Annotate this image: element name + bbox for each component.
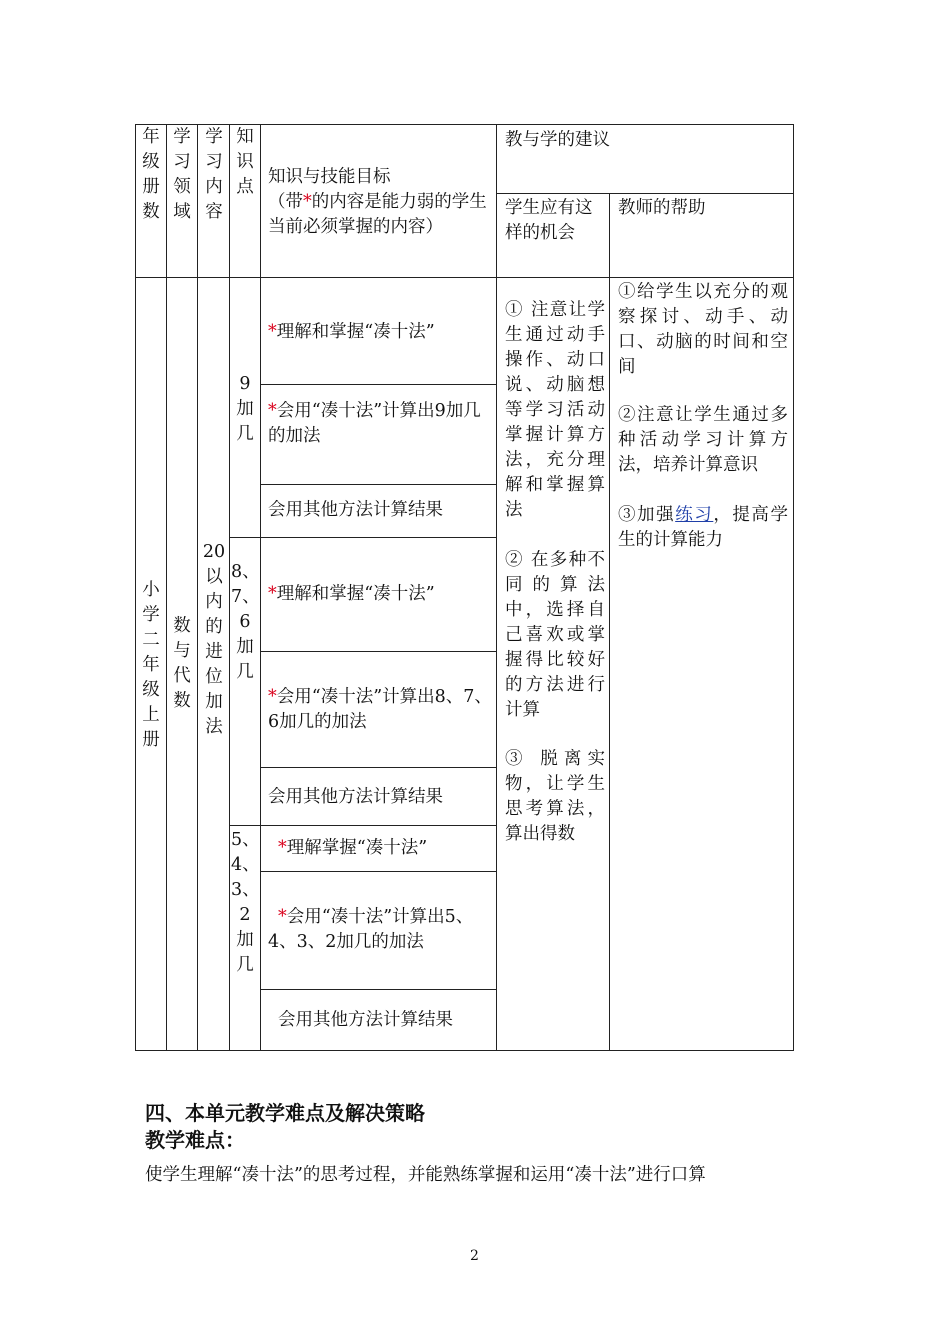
practice-link[interactable]: 练习 [675,505,714,525]
table-divider [229,825,496,826]
table-divider [260,651,496,652]
table-divider [260,384,496,385]
table-border-left [135,124,136,1051]
goal-6: 会用其他方法计算结果 [268,787,443,807]
section-subtitle: 教学难点： [145,1128,245,1152]
table-divider [260,484,496,485]
table-divider [260,124,261,1051]
section-title: 四、本单元教学难点及解决策略 [145,1101,425,1125]
teacher-help-1: ①给学生以充分的观察探讨、动手、动口、动脑的时间和空间 [618,282,788,377]
goal-5: *会用“凑十法”计算出8、7、6加几的加法 [268,687,492,732]
table-divider [135,277,794,278]
table-divider [496,193,794,194]
student-opportunity-3: ③ 脱离实物，让学生思考算法，算出得数 [505,749,605,844]
table-border-right [793,124,794,1051]
table-divider [166,124,167,1051]
teacher-help-2: ②注意让学生通过多种活动学习计算方法，培养计算意识 [618,405,788,475]
table-divider [197,124,198,1051]
goal-7: *理解掌握“凑十法” [278,838,428,858]
student-opportunity-1: ① 注意让学生通过动手操作、动口说、动脑想等学习活动掌握计算方法，充分理解和掌握算法 [505,300,605,520]
header-domain: 学习领域 [173,127,191,222]
table-divider [496,124,497,1051]
table-border-bottom [135,1050,794,1051]
goal-8: *会用“凑十法”计算出5、4、3、2加几的加法 [268,907,474,952]
goal-9: 会用其他方法计算结果 [278,1010,453,1030]
table-divider [229,537,496,538]
table-divider [229,124,230,1051]
table-divider [260,989,496,990]
goal-2: *会用“凑十法”计算出9加几的加法 [268,401,481,446]
knowledge-point-2: 8、7、6加几 [231,562,260,682]
header-suggestions: 教与学的建议 [505,130,610,150]
student-opportunity-2: ② 在多种不同的算法中，选择自己喜欢或掌握得比较好的方法进行计算 [505,550,605,720]
header-goals-title: 知识与技能目标 [268,167,391,187]
goal-3: 会用其他方法计算结果 [268,500,443,520]
content-cell: 20以内的进位加法 [202,542,226,737]
header-student-opportunities: 学生应有这样的机会 [505,198,593,243]
table-divider [609,193,610,1051]
domain-cell: 数与代数 [173,616,191,711]
page-number: 2 [470,1248,479,1264]
header-goals-note: （带*的内容是能力弱的学生当前必须掌握的内容） [268,192,487,237]
table-divider [260,871,496,872]
teacher-help-3: ③加强练习，提高学生的计算能力 [618,505,788,550]
goal-4: *理解和掌握“凑十法” [268,584,435,604]
header-teacher-help: 教师的帮助 [618,198,706,218]
header-content: 学习内容 [205,127,223,222]
grade-cell: 小学二年级上册 [142,580,160,750]
knowledge-point-3: 5、4、3、2加几 [231,830,260,975]
header-knowledge-point: 知识点 [236,127,254,197]
section-paragraph: 使学生理解“凑十法”的思考过程，并能熟练掌握和运用“凑十法”进行口算 [145,1165,706,1185]
star-mark: * [303,192,312,212]
table-divider [260,767,496,768]
knowledge-point-1: 9加几 [236,374,254,444]
goal-1: *理解和掌握“凑十法” [268,322,435,342]
header-grade: 年级册数 [142,127,160,222]
